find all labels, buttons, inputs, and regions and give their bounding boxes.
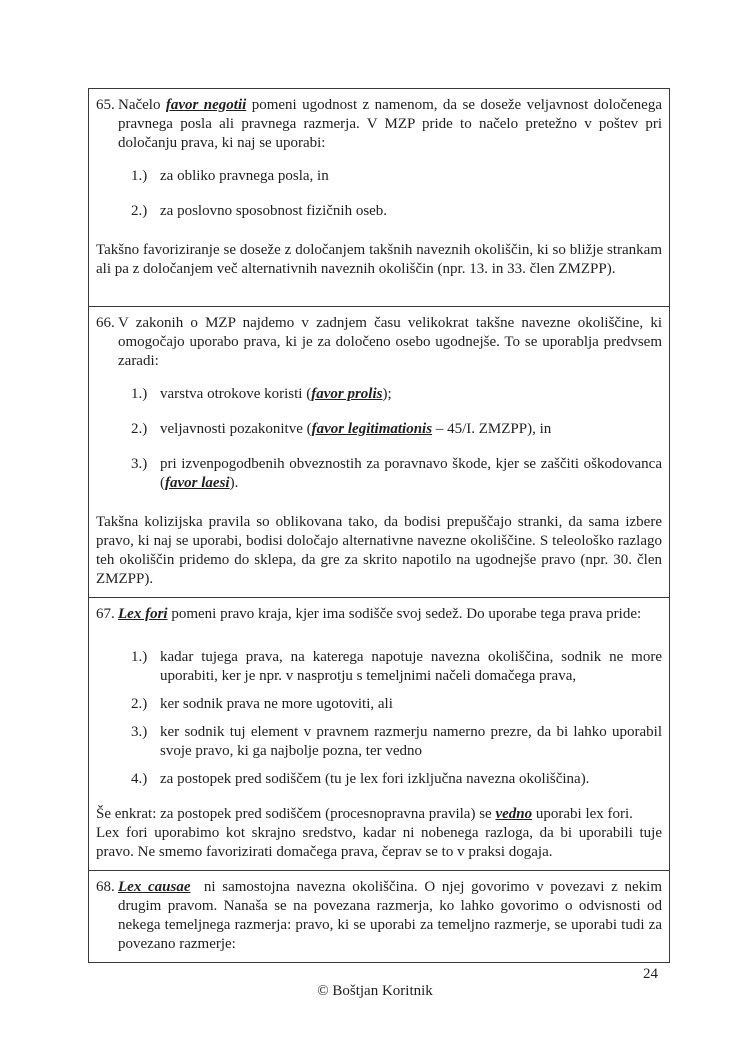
paragraph xyxy=(96,805,662,824)
paragraph-text xyxy=(118,96,662,153)
emphasized-term: favor legitimationis xyxy=(311,421,433,437)
emphasized-term: vedno xyxy=(495,806,533,822)
text-run: Lex fori uporabimo kot skrajno sredstvo, kadar ni nobenega razloga, da bi uporabili tuje pravo. Ne smemo favorizirati domačega prava, čeprav se to v praksi dogaja. xyxy=(96,825,662,860)
numbered-paragraph xyxy=(96,96,662,153)
list-item xyxy=(131,420,662,439)
numbered-paragraph xyxy=(96,878,662,954)
list-item-text xyxy=(160,167,662,186)
list-item-marker: 1.) xyxy=(131,649,148,665)
paragraph-text xyxy=(118,878,662,954)
numbered-paragraph xyxy=(96,605,662,624)
paragraph-number: 65. xyxy=(96,97,115,113)
text-run: kadar tujega prava, na katerega napotuje navezna okoliščina, sodnik ne more uporabiti, ker je npr. v nasprotju s temeljnimi načeli domačega prava, xyxy=(160,649,662,684)
text-run: uporabi lex fori. xyxy=(532,806,633,822)
list-item-marker: 1.) xyxy=(131,168,148,184)
text-run: ker sodnik prava ne more ugotoviti, ali xyxy=(160,696,393,712)
list-item-text xyxy=(160,770,662,789)
text-run: veljavnosti pozakonitve ( xyxy=(160,421,312,437)
text-run: ). xyxy=(229,475,239,491)
list-item-marker: 3.) xyxy=(131,724,148,740)
text-run: ker sodnik tuj element v pravnem razmerju namerno prezre, da bi lahko uporabil svoje pravo, ki ga najbolje pozna, ter vedno xyxy=(160,724,662,759)
text-run: varstva otrokove koristi ( xyxy=(160,386,312,402)
text-run: pri izvenpogodbenih obveznostih za poravnavo škode, kjer se zaščiti oškodovanca ( xyxy=(160,456,662,491)
list-item xyxy=(131,723,662,761)
list-item xyxy=(131,202,662,221)
section-box-67 xyxy=(88,598,670,871)
text-run: Takšna kolizijska pravila so oblikovana tako, da bodisi prepuščajo stranki, da sama izbere pravo, ki naj se uporabi, bodisi določajo alternativne navezne okoliščine. S teleološko razlago teh okoliščin pridemo do sklepa, da gre za skrito napotilo na ugodnejše pravo (npr. 30. člen ZMZPP). xyxy=(96,514,662,587)
paragraph-number: 67. xyxy=(96,606,115,622)
list-item xyxy=(131,770,662,789)
paragraph xyxy=(96,241,662,279)
paragraph xyxy=(96,824,662,862)
list-item-marker: 1.) xyxy=(131,386,148,402)
list-item-marker: 4.) xyxy=(131,771,148,787)
list-item-text xyxy=(160,648,662,686)
text-run: Takšno favoriziranje se doseže z določanjem takšnih naveznih okoliščin, ki so bližje strankam ali pa z določanjem več alternativnih naveznih okoliščin (npr. 13. in 33. člen ZMZPP). xyxy=(96,242,662,277)
list-item xyxy=(131,167,662,186)
emphasized-term: favor negotii xyxy=(165,97,247,113)
list-item xyxy=(131,455,662,493)
text-run: Še enkrat: za postopek pred sodiščem (procesnopravna pravila) se xyxy=(96,806,496,822)
list-item-marker: 2.) xyxy=(131,203,148,219)
list-item-text xyxy=(160,202,662,221)
numbered-paragraph xyxy=(96,314,662,371)
text-run: pomeni pravo kraja, kjer ima sodišče svoj sedež. Do uporabe tega prava pride: xyxy=(167,606,642,622)
emphasized-term: favor laesi xyxy=(165,475,230,491)
closing-paragraphs xyxy=(96,241,662,279)
list-item-text xyxy=(160,385,662,404)
paragraph-number: 66. xyxy=(96,315,115,331)
text-run: ); xyxy=(382,386,392,402)
list-item xyxy=(131,648,662,686)
paragraph-number: 68. xyxy=(96,879,115,895)
emphasized-term: Lex causae xyxy=(118,879,191,895)
list-item-text xyxy=(160,695,662,714)
paragraph-text xyxy=(118,314,662,371)
section-box-68 xyxy=(88,871,670,963)
emphasized-term: favor prolis xyxy=(311,386,383,402)
closing-paragraphs xyxy=(96,805,662,862)
text-run: – 45/I. ZMZPP), in xyxy=(432,421,552,437)
content-boxes xyxy=(88,88,670,963)
text-run: pomeni ugodnost z namenom, da se doseže veljavnost določenega pravnega posla ali pravnega razmerja. V MZP pride to načelo pretežno v poštev pri določanju prava, ki naj se uporabi: xyxy=(118,97,662,151)
text-run: za obliko pravnega posla, in xyxy=(160,168,329,184)
text-run: za poslovno sposobnost fizičnih oseb. xyxy=(160,203,388,219)
list-item-text xyxy=(160,455,662,493)
list-item-marker: 2.) xyxy=(131,696,148,712)
text-run: za postopek pred sodiščem (tu je lex fori izključna navezna okoliščina). xyxy=(160,771,590,787)
list-item-text xyxy=(160,723,662,761)
paragraph xyxy=(96,513,662,589)
list-item-marker: 2.) xyxy=(131,421,148,437)
list-item-text xyxy=(160,420,662,439)
list-item-marker: 3.) xyxy=(131,456,148,472)
emphasized-term: Lex fori xyxy=(118,606,168,622)
text-run: V zakonih o MZP najdemo v zadnjem času velikokrat takšne navezne okoliščine, ki omogočajo uporabo prava, ki je za določeno osebo ugodnejše. To se uporablja predvsem zaradi: xyxy=(118,315,662,369)
section-box-65 xyxy=(88,88,670,307)
paragraph-text xyxy=(118,605,662,624)
list-item xyxy=(131,695,662,714)
closing-paragraphs xyxy=(96,513,662,589)
section-box-66 xyxy=(88,307,670,598)
text-run: ni samostojna navezna okoliščina. O njej govorimo v povezavi z nekim drugim pravom. Nanaša se na povezana razmerja, ko lahko govorimo o odvisnosti od nekega temeljnega razmerja: pravo, ki se uporabi za temeljno razmerje, se uporabi tudi za povezano razmerje: xyxy=(118,879,662,952)
list-item xyxy=(131,385,662,404)
footer-copyright: © Boštjan Koritnik xyxy=(317,983,433,999)
text-run: Načelo xyxy=(118,97,166,113)
page-number: 24 xyxy=(643,966,658,982)
